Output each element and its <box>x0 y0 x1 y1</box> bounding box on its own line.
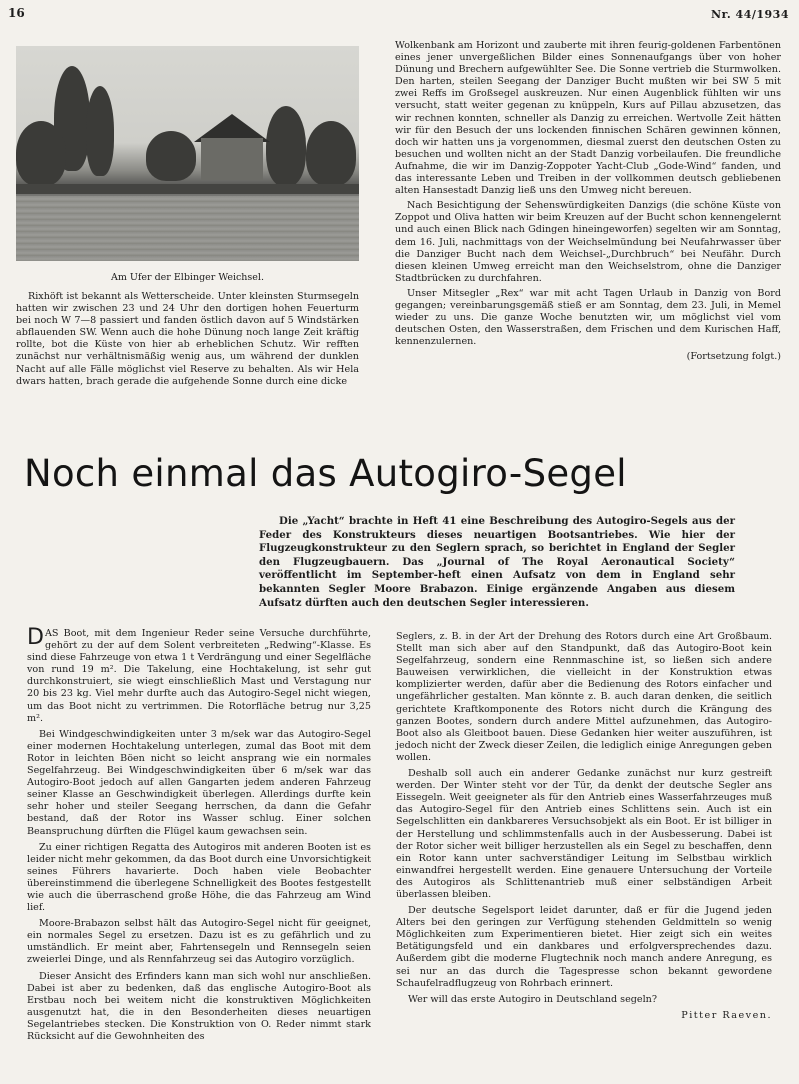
author-name: Pitter Raeven. <box>681 1009 772 1021</box>
tree-shape <box>86 86 114 176</box>
continued-note: (Fortsetzung folgt.) <box>686 351 781 363</box>
article1-right-paragraph: Nach Besichtigung der Sehenswürdigkeiten Danzigs (die schöne Küste von Zoppot und Oliva hatten wir beim Kreuzen auf der Bucht schon kennengelernt und auch einen Blick nach Gdingen hineingeworfen) segelten wir am Sonntag, dem 16. Juli, nachmittags von der Weichselmündung bei Neufahrwasser über die Danziger Bucht nach dem Weichsel-„Durchbruch“ bei Neufähr. Durch diesen kleinen Umweg erreicht man den Weichselstrom, ohne die Danziger Stadtbrücken zu durchfahren. <box>395 200 781 284</box>
house-wall <box>201 138 263 180</box>
article2-right-paragraph: Der deutsche Segelsport leidet darunter, daß er für die Jugend jeden Alters bei den geringen zur Verfügung stehenden Geldmitteln so wenig Möglichkeiten zum Experimentieren bietet. Hier zeigt sich ein weites Betätigungsfeld und ein dankbares und erfolgversprechendes dazu. Außerdem gibt die moderne Flugtechnik noch manch andere Anregung, es sei nur an das durch die Tagespresse schon bekannt gewordene Schaufelradflugzeug von Rohrbach erinnert. <box>396 905 772 989</box>
first-paragraph-text: AS Boot, mit dem Ingenieur Reder seine Versuche durchführte, gehört zu der auf dem Solent verbreiteten „Redwing“-Klasse. Es sind diese Fahrzeuge von etwa 1 t Verdrängung und einer Segelfläche von rund 19 m². Die Takelung, eine Hochtakelung, ist sehr gut durchkonstruiert, sie wiegt einschließlich Mast und Verstagung nur 20 bis 23 kg. Viel mehr durfte auch das Autogiro-Segel nicht wiegen, um das Boot nicht zu vertrimmen. Die Rotorfläche betrug nur 3,25 m². <box>27 628 371 724</box>
article2-left-paragraph: Dieser Ansicht des Erfinders kann man sich wohl nur anschließen. Dabei ist aber zu bedenken, daß das englische Autogiro-Boot als Erstbau noch bei weitem nicht die konstruktiven Möglichkeiten ausgenutzt hat, die in den Besonderheiten dieses neuartigen Segelantriebes stecken. Die Konstruktion von O. Reder nimmt stark Rücksicht auf die Gewohnheiten des <box>27 970 371 1042</box>
tree-shape <box>306 121 356 186</box>
article-title: Noch einmal das Autogiro-Segel <box>24 452 627 495</box>
photo-caption: Am Ufer der Elbinger Weichsel. <box>111 272 264 283</box>
drop-cap: D <box>27 625 44 650</box>
article1-right-paragraph: Unser Mitsegler „Rex“ war mit acht Tagen Urlaub in Danzig von Bord gegangen; vereinbarungsgemäß stieß er am Sonntag, dem 23. Juli, in Memel wieder zu uns. Die ganze Woche benutzten wir, um möglichst viel vom deutschen Osten, den Wasserstraßen, dem Frischen und dem Kurischen Haff, kennenzulernen. <box>395 287 781 348</box>
article2-right-paragraph: Seglers, z. B. in der Art der Drehung des Rotors durch eine Art Großbaum. Stellt man sich aber auf den Standpunkt, daß das Autogiro-Boot kein Segelfahrzeug, sondern eine Rennmaschine ist, so ließen sich andere Bauweisen verwirklichen, die vielleicht in der Konstruktion etwas komplizierter werden, dafür aber die Bedienung des Rotors einfacher und ungefährlicher gestalten. Man könnte z. B. auch daran denken, die seitlich gerichtete Kraftkomponente des Rotors nicht durch die Krängung des ganzen Bootes, sondern durch andere Mittel aufzunehmen, das Autogiro-Boot also als Gleitboot bauen. Diese Gedanken hier weiter auszuführen, ist jedoch nicht der Zweck dieser Zeilen, die lediglich einige Anregungen geben wollen. <box>396 631 772 763</box>
page-number: 16 <box>8 6 25 20</box>
river-photo <box>16 46 359 261</box>
article2-left-paragraph: Bei Windgeschwindigkeiten unter 3 m/sek war das Autogiro-Segel einer modernen Hochtakelung unterlegen, zumal das Boot mit dem Rotor in leichten Böen nicht so leicht ansprang wie ein normales Segelfahrzeug. Bei Windgeschwindigkeiten über 6 m/sek war das Autogiro-Boot jedoch auf allen Gangarten jedem anderen Fahrzeug seiner Klasse an Geschwindigkeit überlegen. Allerdings durfte kein sehr hoher und steiler Seegang herrschen, da dann die Gefahr bestand, daß der Rotor ins Wasser schlug. Einer solchen Beanspruchung dürften die Flügel kaum gewachsen sein. <box>27 728 371 837</box>
tree-shape <box>266 106 306 186</box>
article2-right-column <box>396 631 772 1022</box>
article1-right-column <box>395 40 781 363</box>
water-reflection <box>16 196 359 261</box>
first-paragraph <box>27 625 371 725</box>
tree-shape <box>146 131 196 181</box>
article1-left-paragraph: Rixhöft ist bekannt als Wetterscheide. Unter kleinsten Sturmsegeln hatten wir zwischen 23 und 24 Uhr den dortigen hohen Feuerturm bei noch W 7—8 passiert und fanden östlich davon auf 5 Windstärken abflauenden SW. Wenn auch die hohe Dünung noch lange Zeit kräftig rollte, bot die Küste von hier ab erheblichen Schutz. Wir refften zunächst nur verhältnismäßig wenig aus, um während der dunklen Nacht auf alle Fälle möglichst viel Reserve zu behalten. Als wir Hela dwars hatten, brach gerade die aufgehende Sonne durch eine dicke <box>16 291 359 387</box>
article1-left-column <box>16 291 359 392</box>
article2-left-paragraph: Zu einer richtigen Regatta des Autogiros mit anderen Booten ist es leider nicht mehr gekommen, da das Boot durch eine Unvorsichtigkeit seines Führers havarierte. Doch haben viele Beobachter übereinstimmend die überlegene Schnelligkeit des Bootes festgestellt wie auch die überraschend große Höhe, die das Fahrzeug am Wind lief. <box>27 841 371 914</box>
lead-paragraph: Die „Yacht“ brachte in Heft 41 eine Beschreibung des Autogiro-Segels aus der Feder des Konstrukteurs dieses neuartigen Bootsantriebes. Wie hier der Flugzeugkonstrukteur zu den Seglern sprach, so berichtet in England der Segler den Flugzeugbauern. Das „Journal of The Royal Aeronautical Society“ veröffentlicht im September-heft einen Aufsatz von dem in England sehr bekannten Segler Moore Brabazon. Einige ergänzende Angaben aus diesem Aufsatz dürften auch den deutschen Segler interessieren. <box>259 515 735 609</box>
article-lead <box>259 515 735 610</box>
article2-left-paragraph: Moore-Brabazon selbst hält das Autogiro-Segel nicht für geeignet, ein normales Segel zu ersetzen. Dazu ist es zu gefährlich und zu umständlich. Er meint aber, Fahrtensegeln und Rennsegeln seien zweierlei Dinge, und als Rennfahrzeug sei das Autogiro vorzüglich. <box>27 918 371 966</box>
article1-right-paragraph: Wolkenbank am Horizont und zauberte mit ihren feurig-goldenen Farbentönen eines jener unvergeßlichen Bilder eines Sonnenaufgangs über von hoher Dünung und Brechern aufgewühlter See. Die Sonne vertrieb die Sturmwolken. Den harten, steilen Seegang der Danziger Bucht mußten wir bei SW 5 mit zwei Reffs im Großsegel auskreuzen. Nur einen Augenblick fühlten wir uns versucht, statt weiter gegenan zu knüppeln, Kurs auf Pillau abzusetzen, das wir rechnen konnten, schneller als Danzig zu erreichen. Wertvolle Zeit hätten wir für den Besuch der uns lockenden finnischen Schären gewinnen können, doch wir hatten uns ja vorgenommen, diesmal zuerst den deutschen Osten zu besuchen und wollten nicht an der Stadt Danzig vorbeilaufen. Die freundliche Aufnahme, die wir im Danzig-Zoppoter Yacht-Club „Gode-Wind“ fanden, und das interessante Leben und Treiben in der vollkommen deutsch gebliebenen alten Hansestadt Danzig ließ uns den Umweg nicht bereuen. <box>395 40 781 197</box>
shoreline <box>16 184 359 194</box>
article2-right-paragraph: Deshalb soll auch ein anderer Gedanke zunächst nur kurz gestreift werden. Der Winter steht vor der Tür, da denkt der deutsche Segler ans Eissegeln. Weit geeigneter als für den Antrieb eines Wasserfahrzeuges muß das Autogiro-Segel für den Antrieb eines Schlittens sein. Auch ist ein Segelschlitten ein dankbareres Versuchsobjekt als ein Boot. Er ist billiger in der Herstellung und schlimmstenfalls auch in der Ausbesserung. Dabei ist der Rotor sicher weit billiger herzustellen als ein Segel zu beschaffen, denn ein Rotor kann unter sachverständiger Leitung im Selbstbau wirklich einwandfrei hergestellt werden. Eine genauere Untersuchung der Vorteile des Autogiros als Schlittenantrieb muß einer selbständigen Arbeit überlassen bleiben. <box>396 768 772 900</box>
article2-left-column <box>27 625 371 1047</box>
issue-number: Nr. 44/1934 <box>711 8 789 21</box>
tree-shape <box>16 121 66 186</box>
article2-right-paragraph: Wer will das erste Autogiro in Deutschland segeln? <box>408 993 657 1005</box>
